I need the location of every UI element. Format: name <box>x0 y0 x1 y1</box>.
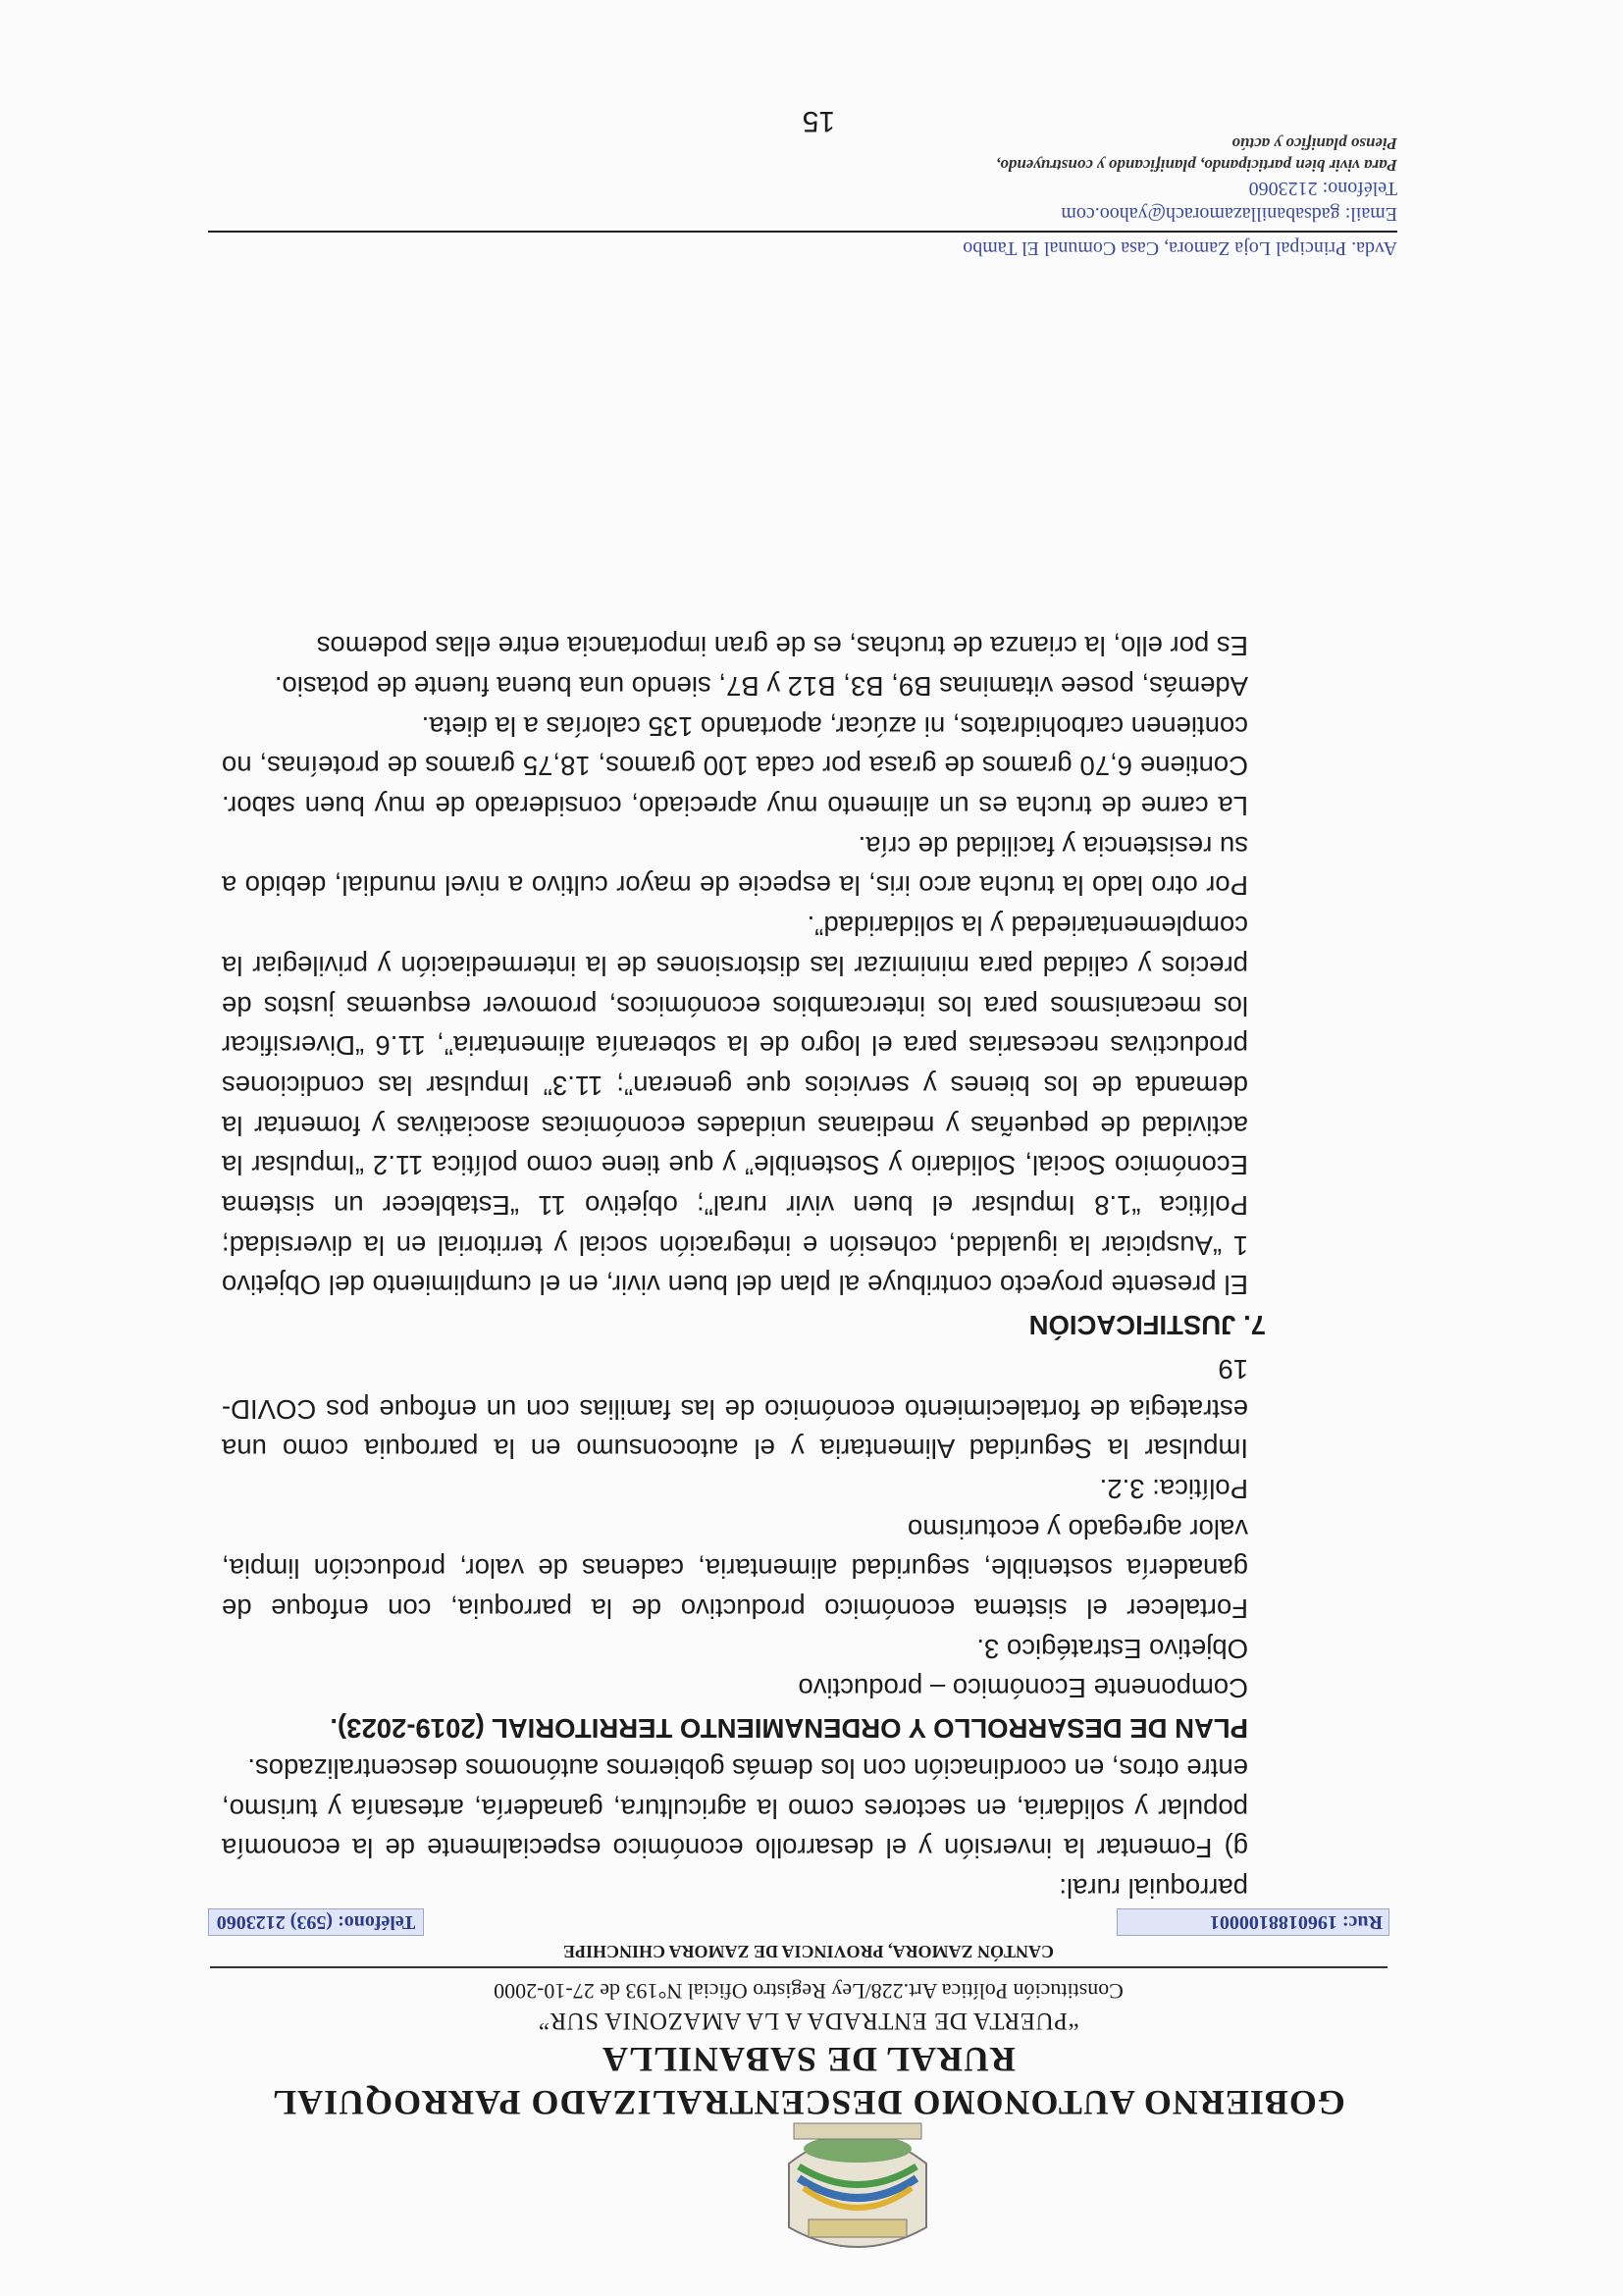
heading-justificacion: 7. JUSTIFICACIÓN <box>1028 1310 1266 1341</box>
footer-slogan-2: Pienso planifico y actúo <box>1231 134 1397 153</box>
paragraph-carne-trucha: La carne de trucha es un alimento muy apreciado, considerado de muy buen sabor. Contiene 6,70 gramos de grasa por cada 100 gramos, 18,75 gramos de proteínas, no contienen carbohidratos, ni azúcar, aportando 135 calorías a la dieta. <box>222 710 1248 822</box>
paragraph-politica: Política: 3.2. <box>1099 1473 1248 1504</box>
paragraph-fomentar: g) Fomentar la inversión y el desarrollo económico especialmente de la economía popular y solidaria, en sectores como la agricultura, ganadería, artesanía y turismo, entre otros, en coordinación con los demás gobiernos autónomos descentralizados. <box>222 1752 1248 1864</box>
institution-title <box>220 2038 1397 2124</box>
institution-motto: “PUERTA DE ENTRADA A LA AMAZONIA SUR” <box>538 2008 1079 2034</box>
paragraph-objetivo: Objetivo Estratégico 3. <box>976 1633 1248 1664</box>
page-footer <box>208 132 1397 259</box>
footer-phone: Teléfono: 2123060 <box>1248 178 1397 199</box>
paragraph-fortalecer: Fortalecer el sistema económico productivo de la parroquia, con enfoque de ganadería sostenible, seguridad alimentaria, cadenas de valor, producción limpia, valor agregado y ecoturismo <box>222 1513 1248 1625</box>
footer-divider <box>208 231 1397 233</box>
ruc-badge: Ruc: 1960188100001 <box>1117 1908 1389 1936</box>
institution-title-line1: GOBIERNO AUTONOMO DESCENTRALIZADO PARROQUIAL <box>272 2083 1345 2122</box>
paragraph-trucha: Por otro lado la trucha arco iris, la especie de mayor cultivo a nivel mundial, debido a su resistencia y facilidad de cría. <box>222 830 1248 902</box>
parish-logo <box>769 2110 946 2257</box>
phone-badge: Teléfono: (593) 2123060 <box>208 1908 424 1936</box>
footer-email: Email: gadsabanillazamorach@yahoo.com <box>1061 203 1397 225</box>
paragraph-impulsar: Impulsar la Seguridad Alimentaria y el autoconsumo en la parroquia como una estrategia de fortalecimiento económico de las familias con un enfoque pos COVID-19 <box>222 1353 1248 1465</box>
paragraph-crianza: Es por ello, la crianza de truchas, es de gran importancia entre ellas podemos <box>316 631 1248 662</box>
heading-plan-desarrollo: PLAN DE DESARROLLO Y ORDENAMIENTO TERRITORIAL (2019-2023). <box>330 1713 1248 1745</box>
constitution-line: Constitución Política Art.228/Ley Registro Oficial N°193 de 27-10-2000 <box>494 1979 1124 2004</box>
header-divider <box>210 1966 1387 1968</box>
paragraph-componente: Componente Económico – productivo <box>798 1673 1248 1704</box>
paragraph-presente-proyecto: El presente proyecto contribuye al plan del buen vivir, en el cumplimiento del Objetivo 1 “Auspiciar la igualdad, cohesión e integración social y territorial en la diversidad; Política “1.8 Impulsar el buen vivir rural”; objetivo 11 “Establecer un sistema Económico Social, Solidario y Sostenible” y que tiene como política 11.2 “Impulsar la actividad de pequeñas y medianas unidades económicas asociativas y fomentar la demanda de los bienes y servicios que generan”; 11.3” Impulsar las condiciones productivas necesarias para el logro de la soberanía alimentaria”, 11.6 “Diversificar los mecanismos para los intercambios económicos, promover esquemas justos de precios y calidad para minimizar las distorsiones de la intermediación y privilegiar la complementariedad y la solidaridad”. <box>222 911 1248 1301</box>
document-body <box>222 626 1266 1908</box>
institution-title-line2: RURAL DE SABANILLA <box>601 2040 1017 2079</box>
paragraph-parroquial: parroquial rural: <box>1059 1873 1248 1904</box>
footer-slogan-1: Para vivir bien participando, planificando y construyendo, <box>996 156 1397 175</box>
page-number: 15 <box>802 105 835 137</box>
canton-line: CANTÓN ZAMORA, PROVINCIA DE ZAMORA CHINCHIPE <box>562 1942 1055 1961</box>
paragraph-vitaminas: Además, posee vitaminas B9, B3, B12 y B7, siendo una buena fuente de potasio. <box>274 670 1248 702</box>
footer-address: Avda. Principal Loja Zamora, Casa Comunal El Tambo <box>963 237 1397 259</box>
